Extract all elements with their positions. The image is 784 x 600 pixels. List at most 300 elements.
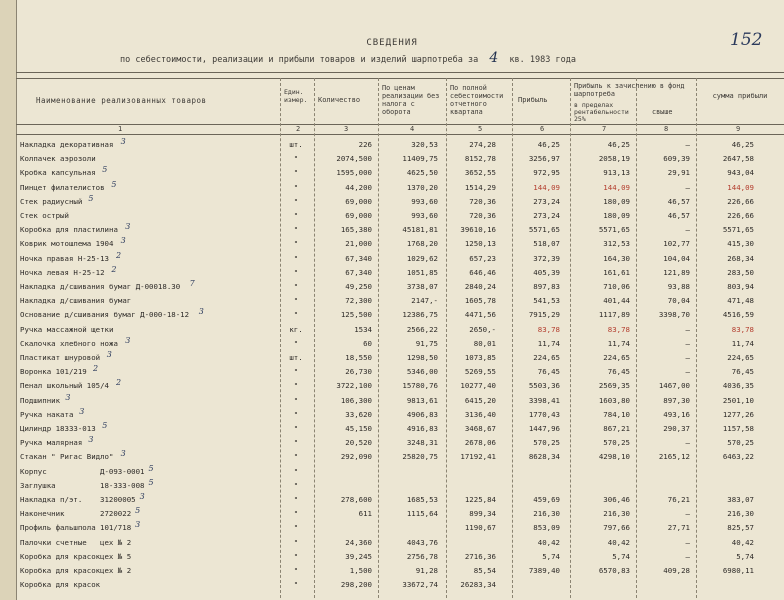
cell-unit: " — [293, 424, 299, 433]
cell-unit: " — [293, 168, 299, 178]
handwritten-mark: 3 — [125, 222, 131, 232]
cell-cost: 1514,29 — [464, 182, 496, 192]
cell-profit: 83,78 — [537, 324, 560, 334]
cell-qty: 106,300 — [340, 395, 372, 405]
cell-name: Ночка левая Н-25-12 — [20, 267, 105, 277]
cell-profit: 273,24 — [533, 196, 560, 206]
cell-profit: 40,42 — [537, 537, 560, 547]
cell-above: — — [685, 438, 690, 448]
header-rule-middle — [16, 124, 784, 125]
cell-unit: " — [293, 154, 299, 164]
cell-qty: 60 — [363, 338, 372, 348]
cell-above: 102,77 — [663, 239, 690, 249]
cell-name: Коробка для красок — [20, 551, 101, 561]
cell-name: Ручка наката — [20, 409, 74, 419]
cell-total: 570,25 — [727, 438, 754, 448]
cell-within: 164,30 — [603, 253, 630, 263]
cell-unit: " — [293, 409, 299, 419]
column-number: 5 — [478, 125, 483, 133]
cell-within: 4298,10 — [598, 452, 630, 462]
cell-profit: 8628,34 — [528, 452, 560, 462]
cell-sales: 320,53 — [411, 140, 438, 149]
cell-name: Скалочка хлебного ножа — [20, 338, 118, 348]
handwritten-mark: 5 — [102, 421, 108, 430]
cell-qty: 67,340 — [345, 253, 372, 263]
item-code-text: цех № 5 — [100, 551, 132, 561]
item-code-text: 31200005 — [100, 495, 136, 504]
table-row — [0, 449, 784, 464]
cell-cost: 274,28 — [469, 140, 496, 149]
cell-name: Стек радиусный — [20, 196, 83, 206]
cell-cost: 1605,78 — [464, 296, 496, 306]
cell-cost: 1225,84 — [464, 495, 496, 504]
cell-profit: 144,09 — [533, 182, 560, 192]
item-code — [100, 492, 145, 504]
cell-sales: 993,60 — [411, 196, 438, 206]
cell-cost: 2840,24 — [464, 282, 496, 291]
cell-name: Пинцет филателистов — [20, 182, 105, 192]
cell-profit: 1447,96 — [528, 424, 560, 433]
item-code — [100, 477, 154, 490]
item-code — [100, 552, 131, 561]
column-number: 4 — [410, 125, 415, 133]
cell-qty: 67,340 — [345, 267, 372, 277]
cell-total: 224,65 — [727, 353, 754, 362]
cell-sales: 3738,07 — [406, 282, 438, 291]
handwritten-mark: 7 — [189, 279, 195, 288]
cell-sales: 9813,61 — [406, 395, 438, 405]
cell-cost: 2650,- — [469, 324, 496, 334]
cell-unit: шт. — [289, 353, 303, 362]
cell-name: Стек острый — [20, 211, 69, 220]
cell-total: 6463,22 — [722, 452, 754, 462]
cell-unit: " — [293, 267, 299, 277]
cell-within: 784,10 — [603, 409, 630, 419]
cell-within: 710,06 — [603, 282, 630, 291]
cell-within: 76,45 — [607, 367, 630, 377]
cell-name: Профиль фальшпола — [20, 523, 96, 533]
cell-sales: 2147,- — [411, 296, 438, 306]
cell-above: 104,04 — [663, 253, 690, 263]
column-number: 1 — [118, 125, 123, 133]
page-number: 152 — [730, 30, 763, 50]
table-row — [0, 250, 784, 266]
table-row — [0, 435, 784, 450]
cell-qty: 49,250 — [345, 282, 372, 291]
cell-unit: шт. — [289, 140, 303, 149]
column-number: 2 — [296, 125, 301, 133]
cell-profit: 459,69 — [533, 495, 560, 504]
cell-cost: 8152,78 — [464, 154, 496, 164]
cell-sales: 5346,00 — [406, 367, 438, 377]
cell-cost: 6415,20 — [464, 395, 496, 405]
cell-total: 415,30 — [727, 239, 754, 249]
handwritten-mark: 3 — [135, 520, 141, 530]
cell-cost: 1190,67 — [464, 523, 496, 533]
cell-unit: " — [293, 196, 299, 206]
table-row — [0, 211, 784, 223]
handwritten-mark: 3 — [106, 350, 112, 359]
table-row — [0, 236, 784, 251]
cell-within: 5,74 — [612, 551, 630, 561]
cell-sales: 2566,22 — [406, 324, 438, 334]
cell-name: Стакан " Ригас Видло" — [20, 452, 114, 462]
cell-total: 4516,59 — [722, 310, 754, 320]
cell-sales: 1768,20 — [406, 239, 438, 249]
header-fund-group: Прибыль к зачислению в фонд шарпотреба — [574, 82, 685, 98]
cell-within: 913,13 — [603, 168, 630, 178]
header-profit: Прибыль — [518, 96, 548, 104]
cell-above: 3398,70 — [658, 310, 690, 320]
cell-profit: 216,30 — [533, 509, 560, 519]
handwritten-mark: 5 — [102, 165, 108, 175]
cell-total: 46,25 — [731, 140, 754, 149]
cell-within: 83,78 — [607, 324, 630, 334]
item-code — [100, 506, 141, 519]
cell-total: 226,66 — [727, 211, 754, 220]
cell-sales: 4043,76 — [406, 537, 438, 547]
cell-within: 570,25 — [603, 438, 630, 448]
cell-total: 471,48 — [727, 296, 754, 306]
handwritten-mark: 5 — [88, 193, 94, 203]
cell-cost: 899,34 — [469, 509, 496, 519]
cell-above: — — [685, 182, 690, 192]
handwritten-mark: 5 — [111, 179, 117, 189]
cell-name: Колпачек аэрозоли — [20, 154, 96, 164]
cell-within: 5571,65 — [598, 225, 630, 235]
table-row — [0, 325, 784, 337]
handwritten-mark: 2 — [116, 378, 122, 388]
cell-sales: 25820,75 — [402, 452, 438, 462]
cell-cost: 657,23 — [469, 253, 496, 263]
cell-total: 226,66 — [727, 196, 754, 206]
cell-unit: " — [293, 480, 299, 490]
cell-total: 5,74 — [736, 551, 754, 561]
handwritten-mark: 2 — [116, 250, 122, 260]
handwritten-mark: 3 — [65, 392, 71, 402]
cell-name: Корпус — [20, 466, 47, 476]
cell-qty: 2074,500 — [336, 154, 372, 164]
cell-cost: 720,36 — [469, 196, 496, 206]
header-cost: По полной себестоимости отчетного квартала — [450, 84, 504, 116]
cell-sales: 1029,62 — [406, 253, 438, 263]
cell-profit: 5571,65 — [528, 225, 560, 235]
cell-unit: " — [293, 509, 299, 519]
handwritten-mark: 5 — [148, 477, 154, 487]
cell-total: 1157,58 — [722, 424, 754, 433]
cell-unit: " — [293, 551, 299, 561]
cell-within: 1603,80 — [598, 395, 630, 405]
header-fund-within: в пределах рентабельности 25% — [574, 101, 629, 123]
cell-within: 312,53 — [603, 239, 630, 249]
cell-profit: 372,39 — [533, 253, 560, 263]
cell-above: — — [685, 537, 690, 547]
cell-above: 290,37 — [663, 424, 690, 433]
cell-name: Основание д/сшивания бумаг Д-000-18-12 — [20, 310, 190, 320]
cell-within: 11,74 — [607, 338, 630, 348]
cell-name: Подшипник — [20, 395, 61, 405]
cell-qty: 33,620 — [345, 409, 372, 419]
cell-above: — — [685, 353, 690, 362]
cell-cost: 1250,13 — [464, 239, 496, 249]
cell-profit: 273,24 — [533, 211, 560, 220]
cell-name: Ручка малярная — [20, 438, 83, 448]
cell-above: 1467,00 — [658, 381, 690, 391]
cell-total: 2647,58 — [722, 154, 754, 164]
cell-above: 493,16 — [663, 409, 690, 419]
cell-qty: 226 — [358, 140, 372, 149]
cell-within: 46,25 — [607, 140, 630, 149]
cell-unit: " — [293, 296, 299, 306]
cell-sales: 3248,31 — [406, 438, 438, 448]
subtitle-text: по себестоимости, реализации и прибыли товаров и изделий шарпотреба за — [120, 55, 479, 65]
cell-cost: 3468,67 — [464, 424, 496, 433]
cell-above: 897,30 — [663, 395, 690, 405]
cell-above: 27,71 — [667, 523, 690, 533]
cell-cost: 10277,40 — [460, 381, 496, 391]
cell-cost: 3136,40 — [464, 409, 496, 419]
cell-unit: " — [293, 495, 299, 504]
cell-cost: 4471,56 — [464, 310, 496, 320]
cell-name: Ручка массажной щетки — [20, 324, 114, 334]
cell-within: 6570,83 — [598, 566, 630, 575]
cell-cost: 85,54 — [473, 566, 496, 575]
cell-name: Коробка для красок — [20, 566, 101, 575]
cell-above: — — [685, 225, 690, 235]
cell-name: Коврик мотошлема 1904 — [20, 239, 114, 249]
cell-cost: 26283,34 — [460, 580, 496, 590]
cell-sales: 993,60 — [411, 211, 438, 220]
cell-cost: 646,46 — [469, 267, 496, 277]
cell-name: Ночка правая Н-25-13 — [20, 253, 109, 263]
cell-above: — — [685, 509, 690, 519]
cell-unit: кг. — [289, 324, 303, 334]
cell-cost: 720,36 — [469, 211, 496, 220]
cell-name: Кробка капсульная — [20, 168, 96, 178]
cell-sales: 1685,53 — [406, 495, 438, 504]
cell-name: Пенал школьный 105/4 — [20, 381, 109, 391]
column-number: 3 — [344, 125, 349, 133]
handwritten-mark: 3 — [88, 435, 94, 445]
subtitle-year: кв. 1983 года — [509, 55, 576, 65]
cell-total: 83,78 — [731, 324, 754, 334]
document-subtitle — [120, 50, 680, 66]
cell-name: Пластикат шнуровой — [20, 353, 101, 362]
cell-unit: " — [293, 182, 299, 192]
cell-qty: 1595,000 — [336, 168, 372, 178]
cell-sales: 1370,20 — [406, 182, 438, 192]
cell-qty: 20,520 — [345, 438, 372, 448]
cell-above: 609,39 — [663, 154, 690, 164]
item-code-text: цех № 2 — [100, 566, 132, 575]
cell-sales: 12386,75 — [402, 310, 438, 320]
cell-profit: 405,39 — [533, 267, 560, 277]
cell-name: Коробка для красок — [20, 580, 101, 590]
cell-qty: 292,090 — [340, 452, 372, 462]
cell-name: Накладка д/сшивания бумаг — [20, 296, 132, 306]
table-row — [0, 154, 784, 166]
cell-sales: 15780,76 — [402, 381, 438, 391]
cell-sales: 4625,50 — [406, 168, 438, 178]
cell-unit: " — [293, 310, 299, 320]
cell-within: 40,42 — [607, 537, 630, 547]
cell-unit: " — [293, 523, 299, 533]
table-row — [0, 307, 784, 322]
header-name: Наименование реализованных товаров — [36, 96, 207, 105]
cell-profit: 46,25 — [537, 140, 560, 149]
cell-total: 943,04 — [727, 168, 754, 178]
cell-within: 1117,89 — [598, 310, 630, 320]
cell-total: 6980,11 — [722, 566, 754, 575]
cell-total: 803,94 — [727, 282, 754, 291]
cell-profit: 3398,41 — [528, 395, 560, 405]
handwritten-mark: 5 — [148, 463, 154, 473]
cell-name: Воронка 101/219 — [20, 367, 87, 377]
cell-unit: " — [293, 282, 299, 291]
header-rule-top — [16, 78, 784, 79]
table-row — [0, 222, 784, 237]
cell-profit: 11,74 — [537, 338, 560, 348]
item-code — [100, 520, 141, 533]
handwritten-mark: 3 — [198, 307, 204, 317]
cell-cost: 3652,55 — [464, 168, 496, 178]
cell-within: 2569,35 — [598, 381, 630, 391]
cell-above: 2165,12 — [658, 452, 690, 462]
cell-name: Палочки счетные — [20, 537, 87, 547]
cell-total: 1277,26 — [722, 409, 754, 419]
cell-within: 180,09 — [603, 211, 630, 220]
item-code-text: 2720022 — [100, 509, 132, 519]
table-row — [0, 193, 784, 209]
column-number: 9 — [736, 125, 741, 133]
cell-qty: 18,550 — [345, 353, 372, 362]
cell-qty: 3722,100 — [336, 381, 372, 391]
cell-unit: " — [293, 225, 299, 235]
quarter-number: 4 — [489, 50, 499, 66]
cell-qty: 1,500 — [349, 566, 372, 575]
item-code-text: цех № 2 — [100, 537, 132, 547]
cell-sales: 1298,50 — [406, 353, 438, 362]
table-row — [0, 279, 784, 294]
table-row — [0, 137, 784, 152]
handwritten-mark: 2 — [111, 264, 117, 274]
handwritten-mark: 5 — [135, 506, 141, 516]
cell-unit: " — [293, 580, 299, 590]
handwritten-mark: 3 — [125, 335, 131, 345]
cell-qty: 278,600 — [340, 495, 372, 504]
cell-above: — — [685, 140, 690, 149]
cell-above: — — [685, 551, 690, 561]
handwritten-mark: 3 — [79, 406, 85, 416]
handwritten-mark: 2 — [93, 364, 99, 374]
cell-name: Накладка п/эт. — [20, 495, 83, 504]
cell-qty: 72,300 — [345, 296, 372, 306]
column-number: 6 — [540, 125, 545, 133]
table-row — [0, 378, 784, 393]
cell-name: Коробка для пластилина — [20, 225, 118, 235]
cell-profit: 518,07 — [533, 239, 560, 249]
cell-profit: 972,95 — [533, 168, 560, 178]
cell-total: 76,45 — [731, 367, 754, 377]
cell-within: 161,61 — [603, 267, 630, 277]
cell-above: 70,04 — [667, 296, 690, 306]
table-row — [0, 335, 784, 351]
cell-name: Накладка д/сшивания бумаг Д-00018.30 — [20, 282, 181, 291]
cell-qty: 24,360 — [345, 537, 372, 547]
table-row — [0, 264, 784, 280]
cell-unit: " — [293, 211, 299, 220]
cell-unit: " — [293, 367, 299, 377]
table-row — [0, 406, 784, 422]
cell-within: 401,44 — [603, 296, 630, 306]
handwritten-mark: 3 — [139, 492, 145, 501]
cell-total: 40,42 — [731, 537, 754, 547]
cell-total: 5571,65 — [722, 225, 754, 235]
cell-profit: 76,45 — [537, 367, 560, 377]
cell-unit: " — [293, 438, 299, 448]
cell-unit: " — [293, 537, 299, 547]
cell-total: 383,07 — [727, 495, 754, 504]
cell-sales: 45181,81 — [402, 225, 438, 235]
handwritten-mark: 3 — [120, 137, 126, 146]
cell-sales: 4906,83 — [406, 409, 438, 419]
cell-profit: 7389,40 — [528, 566, 560, 575]
header-rule-bottom — [16, 134, 784, 135]
cell-unit: " — [293, 452, 299, 462]
cell-unit: " — [293, 381, 299, 391]
cell-profit: 897,83 — [533, 282, 560, 291]
cell-sales: 1115,64 — [406, 509, 438, 519]
cell-qty: 165,380 — [340, 225, 372, 235]
table-row — [0, 296, 784, 308]
cell-within: 306,46 — [603, 495, 630, 504]
top-rule — [16, 72, 784, 73]
item-code-text: 101/718 — [100, 523, 132, 533]
table-row — [0, 165, 784, 180]
cell-profit: 5503,36 — [528, 381, 560, 391]
cell-above: 93,88 — [667, 282, 690, 291]
cell-within: 224,65 — [603, 353, 630, 362]
cell-cost: 5269,55 — [464, 367, 496, 377]
cell-above: 29,91 — [667, 168, 690, 178]
header-total: сумма прибыли — [712, 92, 768, 100]
item-code — [100, 538, 131, 547]
cell-sales: 33672,74 — [402, 580, 438, 590]
cell-sales: 91,75 — [415, 338, 438, 348]
cell-qty: 21,000 — [345, 239, 372, 249]
cell-qty: 69,000 — [345, 211, 372, 220]
cell-within: 216,30 — [603, 509, 630, 519]
cell-within: 144,09 — [603, 182, 630, 192]
cell-sales: 4916,83 — [406, 424, 438, 433]
cell-profit: 1770,43 — [528, 409, 560, 419]
cell-profit: 7915,29 — [528, 310, 560, 320]
cell-total: 216,30 — [727, 509, 754, 519]
cell-sales: 1051,85 — [406, 267, 438, 277]
cell-name: Цилиндр 18333-013 — [20, 424, 96, 433]
table-row — [0, 364, 784, 379]
header-unit: Един. измер. — [284, 88, 308, 104]
cell-above: — — [685, 367, 690, 377]
cell-above: 46,57 — [667, 196, 690, 206]
table-row — [0, 580, 784, 592]
cell-profit: 5,74 — [542, 551, 560, 561]
cell-qty: 611 — [358, 509, 372, 519]
cell-profit: 224,65 — [533, 353, 560, 362]
cell-within: 180,09 — [603, 196, 630, 206]
cell-name: Наконечник — [20, 509, 65, 519]
cell-within: 797,66 — [603, 523, 630, 533]
